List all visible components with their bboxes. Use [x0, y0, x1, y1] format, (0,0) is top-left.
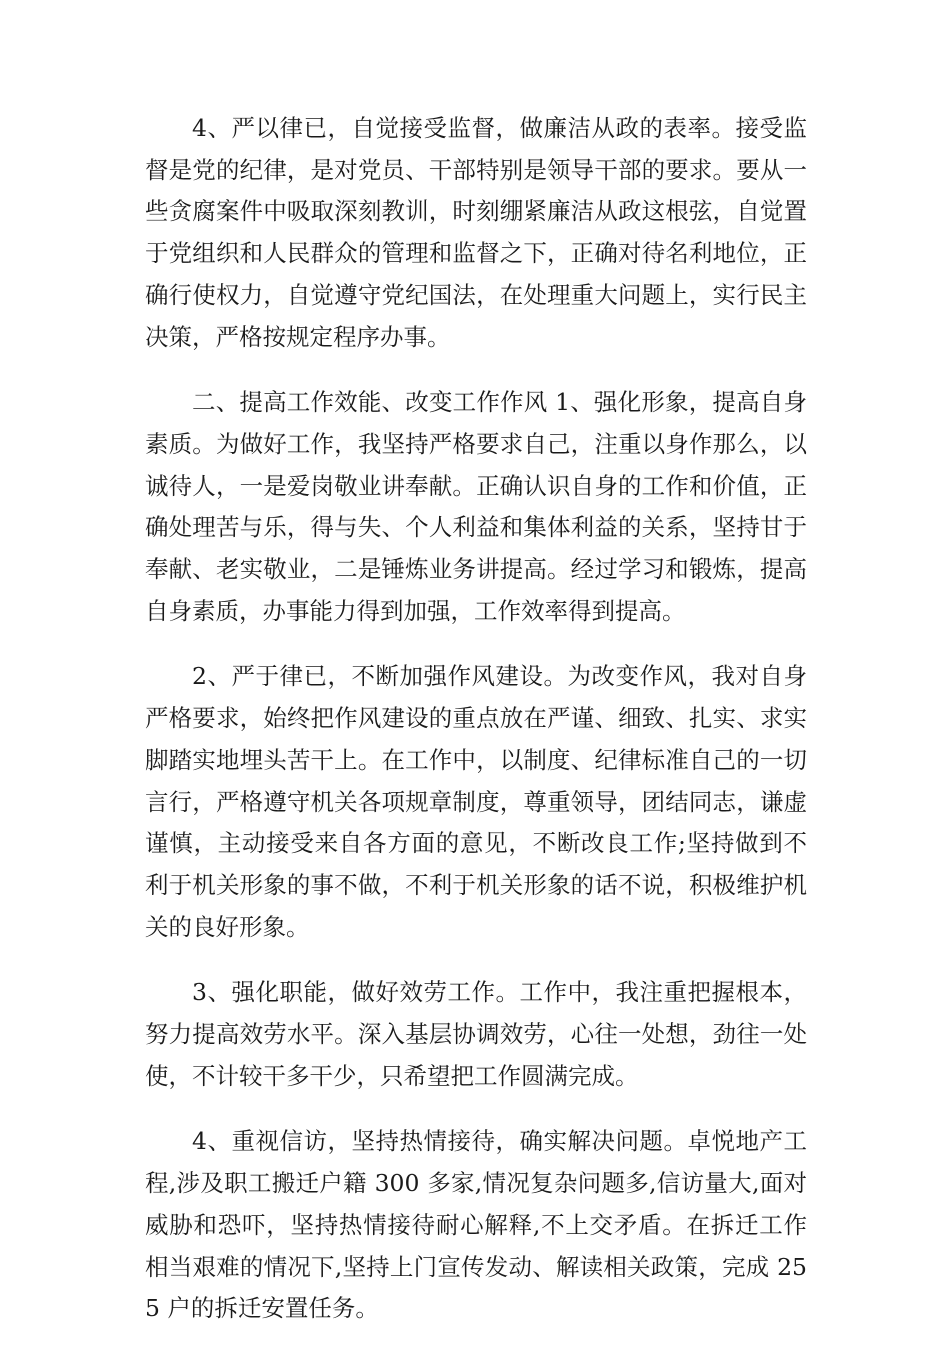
paragraph-4: 3、强化职能，做好效劳工作。工作中，我注重把握根本，努力提高效劳水平。深入基层协调效劳，心往一处想，劲往一处使，不计较干多干少，只希望把工作圆满完成。 — [145, 978, 807, 1090]
paragraph-2: 二、提高工作效能、改变工作作风 1、强化形象，提高自身素质。为做好工作，我坚持严格要求自己，注重以身作那么，以诚待人，一是爱岗敬业讲奉献。正确认识自身的工作和价值，正确处理苦与乐，得与失、个人利益和集体利益的关系，坚持甘于奉献、老实敬业，二是锤炼业务讲提高。经过学习和锻炼，提高自身素质，办事能力得到加强，工作效率得到提高。 — [145, 388, 807, 625]
document-body — [145, 108, 807, 1354]
paragraph-5: 4、重视信访，坚持热情接待，确实解决问题。卓悦地产工程,涉及职工搬迁户籍 300 多家,情况复杂问题多,信访量大,面对威胁和恐吓，坚持热情接待耐心解释,不上交矛盾。在拆迁工作相当艰难的情况下,坚持上门宣传发动、解读相关政策，完成 255 户的拆迁安置任务。 — [145, 1127, 807, 1323]
paragraph-3: 2、严于律已，不断加强作风建设。为改变作风，我对自身严格要求，始终把作风建设的重点放在严谨、细致、扎实、求实脚踏实地埋头苦干上。在工作中，以制度、纪律标准自己的一切言行，严格遵守机关各项规章制度，尊重领导，团结同志，谦虚谨慎，主动接受来自各方面的意见，不断改良工作;坚持做到不利于机关形象的事不做，不利于机关形象的话不说，积极维护机关的良好形象。 — [145, 662, 807, 941]
paragraph-1: 4、严以律已，自觉接受监督，做廉洁从政的表率。接受监督是党的纪律，是对党员、干部特别是领导干部的要求。要从一些贪腐案件中吸取深刻教训，时刻绷紧廉洁从政这根弦，自觉置于党组织和人民群众的管理和监督之下，正确对待名利地位，正确行使权力，自觉遵守党纪国法，在处理重大问题上，实行民主决策，严格按规定程序办事。 — [145, 114, 807, 351]
